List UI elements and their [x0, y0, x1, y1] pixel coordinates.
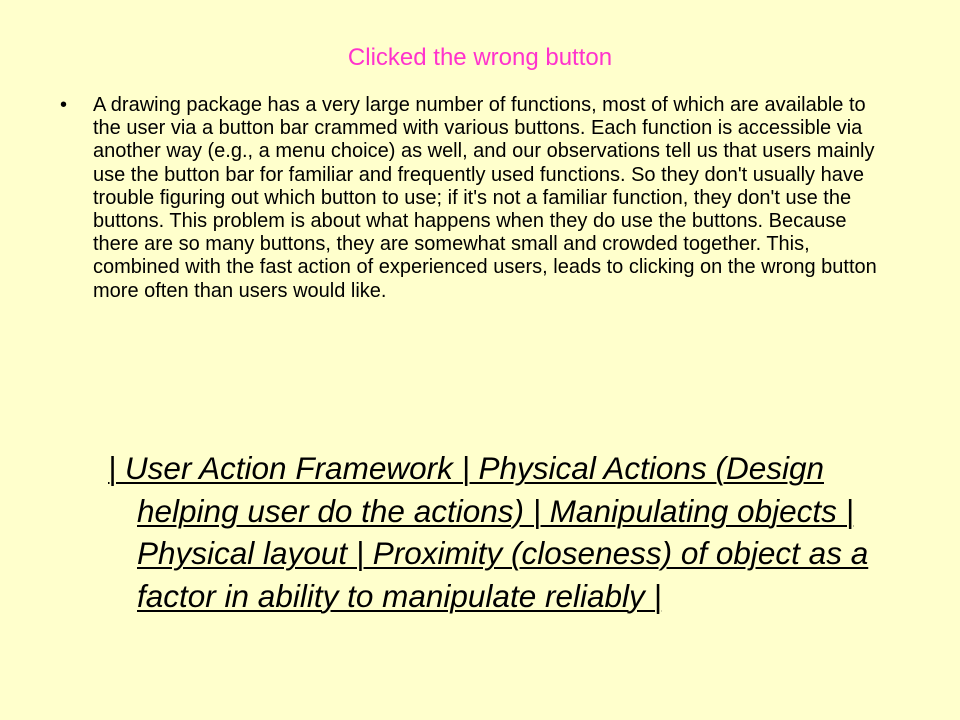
bullet-dot-icon: • — [60, 94, 68, 116]
uaf-link[interactable]: | User Action Framework | Physical Actions (Design helping user do the actions) | Manipulating objects | Physical layout | Proximity (closeness) of object as a factor in ability to manipulate reliably | — [108, 450, 869, 614]
slide-title: Clicked the wrong button — [347, 44, 613, 71]
uaf-link-block — [108, 447, 927, 617]
bullet-body-text: A drawing package has a very large number of functions, most of which are available to the user via a button bar crammed with various buttons. Each function is accessible via another way (e.g., a menu choice) as well, and our observations tell us that users mainly use the button bar for familiar and frequently used functions. So they don't usually have trouble figuring out which button to use; if it's not a familiar function, they don't use the buttons. This problem is about what happens when they do use the buttons. Because there are so many buttons, they are somewhat small and crowded together. This, combined with the fast action of experienced users, leads to clicking on the wrong button more often than users would like. — [93, 94, 877, 302]
